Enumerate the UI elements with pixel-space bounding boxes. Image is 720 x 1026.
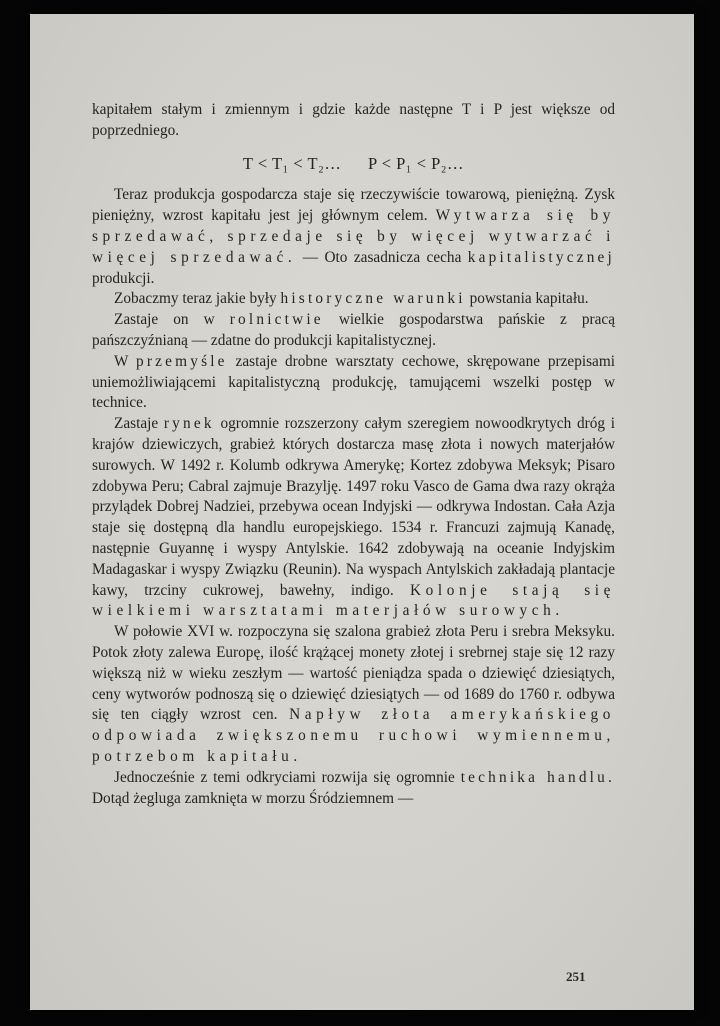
paragraph-continuation: kapitałem stałym i zmiennym i gdzie każde następne T i P jest większe od poprzedniego. xyxy=(92,101,615,139)
emphasis-text: kapitalistycznej xyxy=(467,248,615,266)
emphasis-text: Napływ złota amerykańskiego odpowiada zwiększonemu ruchowi wymiennemu, potrzebom kapitału. xyxy=(92,706,615,765)
paragraph-industry: W przemyśle zastaje drobne warsztaty cechowe, skrępowane przepisami uniemożliwiającemi kapitalistyczną produkcję, tamującemi wszelki postęp w technice. xyxy=(92,352,615,412)
paragraph-market: Zastaje rynek ogromnie rozszerzony całym szeregiem nowoodkrytych dróg i krajów dziewiczych, grabież których dostarcza masę złota i nowych materjałów surowych. W 1492 r. Kolumb odkrywa Amerykę; Kortez zdobywa Meksyk; Pisaro zdobywa Peru; Cabral zajmuje Brazylję. 1497 roku Vasco de Gama dwa razy okrąża przylądek Dobrej Nadziei, przebywa ocean Indyjski — odkrywa Indostan. Cała Azja staje się dostępną dla handlu europejskiego. 1534 r. Francuzi zajmują Kanadę, następnie Guyannę i wyspy Antylskie. 1642 zdobywają na oceanie Indyjskim Madagaskar i wyspy Związku (Reunin). Na wyspach Antylskich zakładają plantacje kawy, trzciny cukrowej, bawełny, indigo. Kolonje stają się wielkiemi warsztatami materjałów surowych. xyxy=(92,415,615,620)
emphasis-text: przemyśle xyxy=(136,352,228,370)
paragraph-gold: W połowie XVI w. rozpoczyna się szalona grabież złota Peru i srebra Meksyku. Potok złoty zalewa Europę, ilość krążącej monety złotej i srebrnej staje się 12 razy większą niż w wieku zeszłym — wartość pieniądza spada o dziewięć dziesiątych, ceny wytworów podnoszą się o dziewięć dziesiątych — od 1689 do 1760 r. odbywa się ten ciągły wzrost cen. Napływ złota amerykańskiego odpowiada zwiększonemu ruchowi wymiennemu, potrzebom kapitału. xyxy=(92,623,615,765)
emphasis-text: historyczne warunki xyxy=(280,290,466,308)
book-page xyxy=(30,14,694,1010)
paragraph-agriculture: Zastaje on w rolnictwie wielkie gospodarstwa pańskie z pracą pańszczyźnianą — zdatne do produkcji kapitalistycznej. xyxy=(92,311,615,349)
formula-t: T < T₁ < T₂… xyxy=(242,153,342,173)
paragraph-historical-conditions: Zobaczmy teraz jakie były historyczne warunki powstania kapitału. xyxy=(114,290,589,308)
formula-p: P < P₁ < P₂… xyxy=(368,153,465,173)
inequality-formula xyxy=(92,154,615,175)
emphasis-text: rynek xyxy=(163,415,215,433)
emphasis-text: Kolonje stają się wielkiemi warsztatami materjałów surowych. xyxy=(92,581,615,620)
emphasis-text: technika handlu. xyxy=(460,768,615,786)
paragraph-commodity-production: Teraz produkcja gospodarcza staje się rzeczywiście towarową, pieniężną. Zysk pieniężny, wzrost kapitału jest jej głównym celem. Wytwarza się by sprzedawać, sprzedaje się by więcej wytwarzać i więcej sprzedawać. — Oto zasadnicza cecha kapitalistycznej produkcji. xyxy=(92,186,615,287)
paragraph-trade-technique: Jednocześnie z temi odkryciami rozwija się ogromnie technika handlu. Dotąd żegluga zamknięta w morzu Śródziemnem — xyxy=(92,768,615,807)
page-number: 251 xyxy=(566,969,586,984)
page-text xyxy=(92,100,615,809)
emphasis-text: Wytwarza się by sprzedawać, sprzedaje się by więcej wytwarzać i więcej sprzedawać. xyxy=(92,207,615,266)
emphasis-text: rolnictwie xyxy=(229,311,324,329)
